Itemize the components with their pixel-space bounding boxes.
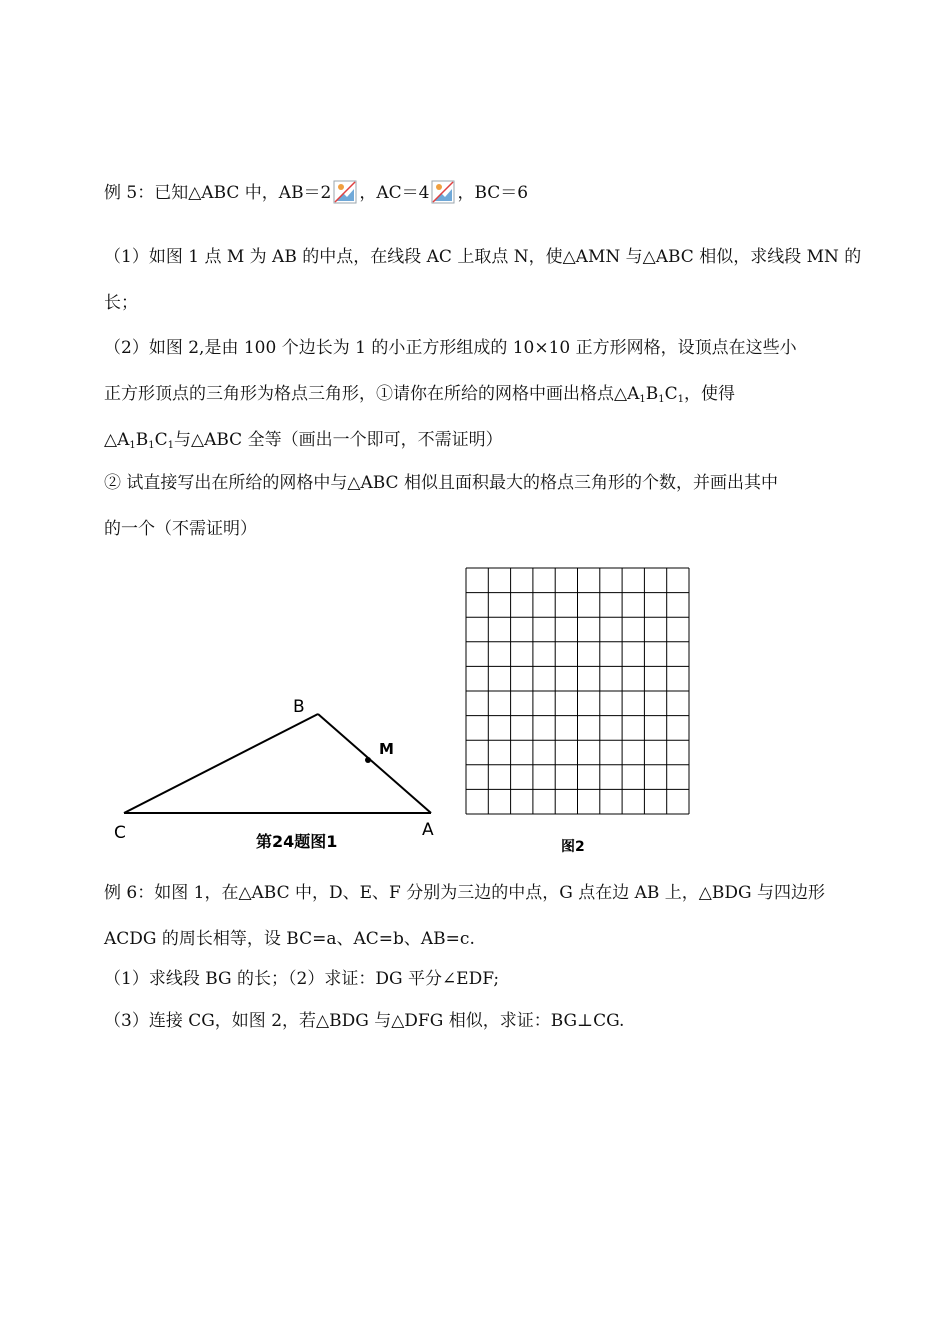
label-a: A (422, 820, 434, 840)
ex5-q1-line1: （1）如图 1 点 M 为 AB 的中点，在线段 AC 上取点 N，使△AMN 与△ABC 相似，求线段 MN 的 (104, 247, 862, 267)
ex5-head-mid: ，AC＝4 (359, 183, 430, 203)
side-cb (124, 714, 318, 813)
figure2-grid (460, 560, 700, 860)
figure1-caption: 第24题图1 (256, 832, 338, 851)
ex5-q2-line3: $\triangle A_1B_1C_1$与△ABC 全等（画出一个即可，不需证明） (104, 430, 503, 451)
label-b: B (293, 697, 305, 717)
broken-image-icon (333, 180, 357, 204)
ex5-head-pre: 例 5：已知△ABC 中，AB＝2 (104, 183, 332, 203)
ex5-q2-line2: 正方形顶点的三角形为格点三角形，①请你在所给的网格中画出格点$\triangle A_1B_1C_1$，使得 (104, 384, 735, 405)
ex6-line4: （3）连接 CG，如图 2，若△BDG 与△DFG 相似，求证：BG⊥CG. (104, 1011, 625, 1031)
ex6-line1: 例 6：如图 1，在△ABC 中，D、E、F 分别为三边的中点，G 点在边 AB 上，△BDG 与四边形 (104, 883, 825, 903)
figure1-triangle (100, 690, 450, 860)
label-m: M (379, 740, 394, 758)
ex5-heading (104, 180, 528, 204)
broken-image-icon (431, 180, 455, 204)
figure2-caption: 图2 (561, 839, 585, 855)
ex6-line2: ACDG 的周长相等，设 BC=a、AC=b、AB=c. (104, 929, 475, 949)
ex5-q2b-line1: ② 试直接写出在所给的网格中与△ABC 相似且面积最大的格点三角形的个数，并画出其中 (104, 473, 778, 493)
label-c: C (114, 823, 126, 843)
grid-lines (466, 568, 689, 814)
ex6-line3: （1）求线段 BG 的长；（2）求证：DG 平分∠EDF; (104, 969, 500, 989)
ex5-q2-line1: （2）如图 2,是由 100 个边长为 1 的小正方形组成的 10×10 正方形网格，设顶点在这些小 (104, 338, 797, 358)
ex5-q2b-line2: 的一个（不需证明） (104, 519, 257, 539)
side-ba (318, 714, 431, 813)
midpoint-m (365, 757, 371, 763)
ex5-head-post: ，BC＝6 (457, 183, 529, 203)
ex5-q1-line2: 长； (104, 293, 138, 313)
